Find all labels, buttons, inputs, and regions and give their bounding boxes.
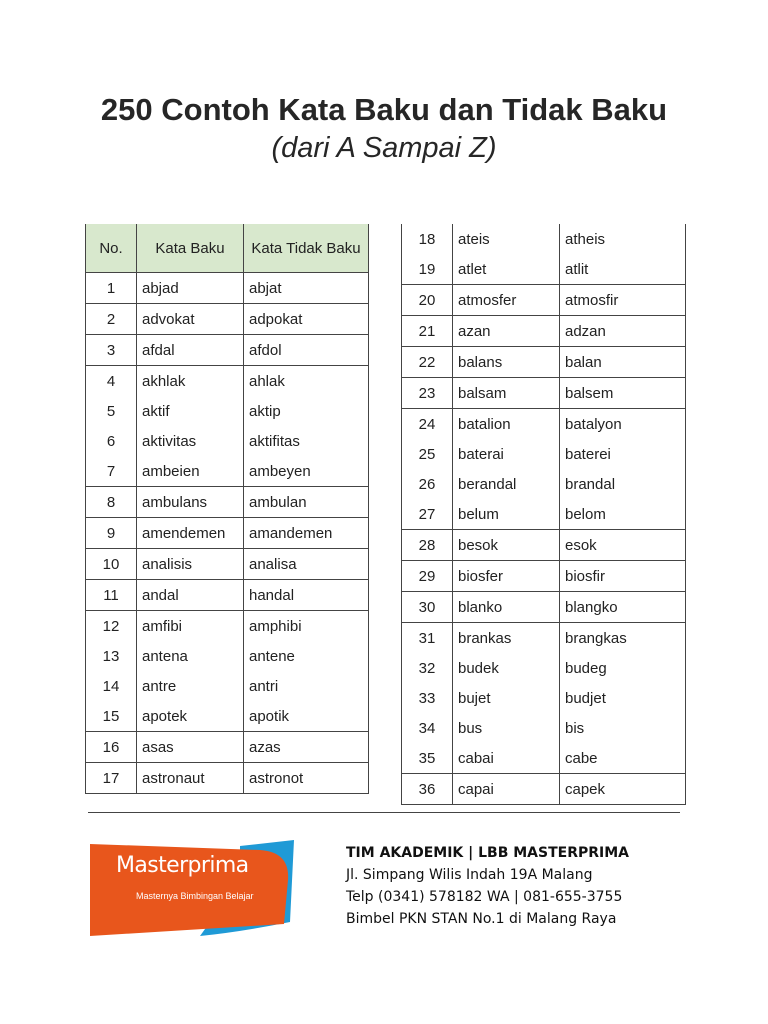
table-row bbox=[402, 409, 686, 440]
kata-tidak-baku-cell: adpokat bbox=[244, 304, 369, 335]
kata-baku-cell: azan bbox=[453, 316, 560, 347]
table-row bbox=[86, 366, 369, 397]
kata-baku-cell: baterai bbox=[453, 439, 560, 469]
kata-baku-cell: bus bbox=[453, 713, 560, 743]
kata-tidak-baku-cell: balan bbox=[560, 347, 686, 378]
kata-tidak-baku-cell: azas bbox=[244, 732, 369, 763]
row-number: 1 bbox=[86, 273, 137, 304]
row-number: 33 bbox=[418, 689, 436, 707]
page-title: 250 Contoh Kata Baku dan Tidak Baku bbox=[100, 92, 668, 127]
kata-baku-cell: balsam bbox=[453, 378, 560, 409]
table-row bbox=[86, 456, 369, 487]
table-row bbox=[86, 611, 369, 642]
kata-tidak-baku-cell: brandal bbox=[560, 469, 686, 499]
kata-baku-cell: ambulans bbox=[137, 487, 244, 518]
table-row bbox=[402, 561, 686, 592]
table-row bbox=[402, 316, 686, 347]
table-row bbox=[402, 378, 686, 409]
row-number: 10 bbox=[86, 549, 137, 580]
kata-tidak-baku-cell: ambulan bbox=[244, 487, 369, 518]
table-row bbox=[86, 732, 369, 763]
row-number: 15 bbox=[102, 707, 120, 725]
table-row bbox=[402, 743, 686, 774]
word-table-right bbox=[401, 224, 686, 805]
kata-baku-cell: atmosfer bbox=[453, 285, 560, 316]
kata-tidak-baku-cell: cabe bbox=[560, 743, 686, 774]
kata-baku-cell: cabai bbox=[453, 743, 560, 774]
kata-baku-cell: balans bbox=[453, 347, 560, 378]
kata-baku-cell: abjad bbox=[137, 273, 244, 304]
kata-baku-cell: ambeien bbox=[137, 456, 244, 487]
row-number: 7 bbox=[106, 462, 116, 480]
row-number: 16 bbox=[86, 732, 137, 763]
row-number: 13 bbox=[102, 647, 120, 665]
kata-baku-cell: apotek bbox=[137, 701, 244, 732]
kata-baku-cell: batalion bbox=[453, 409, 560, 440]
row-number: 6 bbox=[106, 432, 116, 450]
row-number: 26 bbox=[418, 475, 436, 493]
row-number: 5 bbox=[106, 402, 116, 420]
kata-tidak-baku-cell: belom bbox=[560, 499, 686, 530]
kata-baku-cell: aktivitas bbox=[137, 426, 244, 456]
kata-tidak-baku-cell: esok bbox=[560, 530, 686, 561]
kata-tidak-baku-cell: batalyon bbox=[560, 409, 686, 440]
kata-baku-cell: budek bbox=[453, 653, 560, 683]
table-row bbox=[402, 224, 686, 254]
kata-tidak-baku-cell: antene bbox=[244, 641, 369, 671]
row-number: 32 bbox=[418, 659, 436, 677]
row-number: 20 bbox=[402, 285, 453, 316]
kata-baku-cell: astronaut bbox=[137, 763, 244, 794]
row-number: 28 bbox=[402, 530, 453, 561]
kata-tidak-baku-cell: blangko bbox=[560, 592, 686, 623]
table-row bbox=[402, 469, 686, 499]
table-row bbox=[86, 580, 369, 611]
kata-tidak-baku-cell: bis bbox=[560, 713, 686, 743]
address-line: Jl. Simpang Wilis Indah 19A Malang bbox=[346, 867, 593, 883]
kata-tidak-baku-cell: abjat bbox=[244, 273, 369, 304]
kata-baku-cell: ateis bbox=[453, 224, 560, 254]
kata-tidak-baku-cell: amandemen bbox=[244, 518, 369, 549]
contact-block bbox=[346, 842, 746, 930]
row-number: 36 bbox=[402, 774, 453, 805]
row-number: 35 bbox=[418, 749, 436, 767]
kata-tidak-baku-cell: budeg bbox=[560, 653, 686, 683]
row-number: 8 bbox=[86, 487, 137, 518]
org-name: TIM AKADEMIK | LBB MASTERPRIMA bbox=[346, 845, 630, 861]
row-number: 24 bbox=[402, 409, 453, 440]
kata-tidak-baku-cell: astronot bbox=[244, 763, 369, 794]
kata-baku-cell: berandal bbox=[453, 469, 560, 499]
header-no: No. bbox=[86, 224, 137, 273]
kata-tidak-baku-cell: antri bbox=[244, 671, 369, 701]
table-row bbox=[402, 653, 686, 683]
kata-tidak-baku-cell: aktip bbox=[244, 396, 369, 426]
kata-tidak-baku-cell: ambeyen bbox=[244, 456, 369, 487]
table-row bbox=[402, 347, 686, 378]
table-row bbox=[86, 487, 369, 518]
table-row bbox=[402, 499, 686, 530]
table-row bbox=[402, 592, 686, 623]
table-row bbox=[86, 335, 369, 366]
kata-tidak-baku-cell: apotik bbox=[244, 701, 369, 732]
row-number: 14 bbox=[102, 677, 120, 695]
kata-tidak-baku-cell: afdol bbox=[244, 335, 369, 366]
table-row bbox=[86, 273, 369, 304]
row-number: 21 bbox=[402, 316, 453, 347]
table-row bbox=[402, 683, 686, 713]
row-number: 18 bbox=[418, 230, 436, 248]
table-row bbox=[402, 774, 686, 805]
table-row bbox=[86, 641, 369, 671]
row-number: 3 bbox=[86, 335, 137, 366]
kata-baku-cell: besok bbox=[453, 530, 560, 561]
kata-baku-cell: antena bbox=[137, 641, 244, 671]
word-table-left bbox=[85, 224, 369, 794]
table-row bbox=[86, 549, 369, 580]
kata-baku-cell: analisis bbox=[137, 549, 244, 580]
kata-baku-cell: advokat bbox=[137, 304, 244, 335]
table-row bbox=[402, 623, 686, 654]
table-row bbox=[86, 671, 369, 701]
header-kata-tidak-baku: Kata Tidak Baku bbox=[244, 224, 369, 273]
kata-baku-cell: akhlak bbox=[137, 366, 244, 397]
kata-tidak-baku-cell: atmosfir bbox=[560, 285, 686, 316]
footer-divider bbox=[88, 812, 680, 813]
table-row bbox=[86, 426, 369, 456]
kata-tidak-baku-cell: atheis bbox=[560, 224, 686, 254]
page-subtitle: (dari A Sampai Z) bbox=[271, 132, 497, 164]
kata-baku-cell: andal bbox=[137, 580, 244, 611]
kata-baku-cell: blanko bbox=[453, 592, 560, 623]
table-row bbox=[402, 713, 686, 743]
logo-wordmark: Masterprima bbox=[116, 853, 249, 878]
kata-baku-cell: brankas bbox=[453, 623, 560, 654]
kata-tidak-baku-cell: analisa bbox=[244, 549, 369, 580]
kata-baku-cell: biosfer bbox=[453, 561, 560, 592]
kata-tidak-baku-cell: handal bbox=[244, 580, 369, 611]
table-row bbox=[86, 396, 369, 426]
row-number: 29 bbox=[402, 561, 453, 592]
table-header-row bbox=[86, 224, 369, 273]
kata-tidak-baku-cell: amphibi bbox=[244, 611, 369, 642]
table-row bbox=[402, 285, 686, 316]
kata-baku-cell: belum bbox=[453, 499, 560, 530]
table-row bbox=[86, 518, 369, 549]
slogan-line: Bimbel PKN STAN No.1 di Malang Raya bbox=[346, 911, 617, 927]
kata-tidak-baku-cell: brangkas bbox=[560, 623, 686, 654]
kata-baku-cell: amendemen bbox=[137, 518, 244, 549]
kata-tidak-baku-cell: atlit bbox=[560, 254, 686, 285]
table-row bbox=[402, 530, 686, 561]
kata-tidak-baku-cell: aktifitas bbox=[244, 426, 369, 456]
row-number: 4 bbox=[86, 366, 137, 397]
kata-baku-cell: aktif bbox=[137, 396, 244, 426]
row-number: 25 bbox=[418, 445, 436, 463]
row-number: 12 bbox=[86, 611, 137, 642]
kata-baku-cell: amfibi bbox=[137, 611, 244, 642]
table-row bbox=[402, 439, 686, 469]
row-number: 22 bbox=[402, 347, 453, 378]
row-number: 34 bbox=[418, 719, 436, 737]
row-number: 2 bbox=[86, 304, 137, 335]
row-number: 17 bbox=[86, 763, 137, 794]
row-number: 9 bbox=[86, 518, 137, 549]
row-number: 31 bbox=[402, 623, 453, 654]
kata-baku-cell: bujet bbox=[453, 683, 560, 713]
kata-baku-cell: afdal bbox=[137, 335, 244, 366]
row-number: 11 bbox=[86, 580, 137, 611]
kata-baku-cell: capai bbox=[453, 774, 560, 805]
kata-tidak-baku-cell: ahlak bbox=[244, 366, 369, 397]
kata-baku-cell: antre bbox=[137, 671, 244, 701]
phone-line: Telp (0341) 578182 WA | 081-655-3755 bbox=[346, 889, 623, 905]
kata-tidak-baku-cell: adzan bbox=[560, 316, 686, 347]
kata-baku-cell: atlet bbox=[453, 254, 560, 285]
table-row bbox=[86, 763, 369, 794]
logo-tagline: Masternya Bimbingan Belajar bbox=[136, 891, 254, 901]
kata-tidak-baku-cell: capek bbox=[560, 774, 686, 805]
table-row bbox=[86, 701, 369, 732]
kata-tidak-baku-cell: biosfir bbox=[560, 561, 686, 592]
kata-tidak-baku-cell: budjet bbox=[560, 683, 686, 713]
row-number: 27 bbox=[418, 505, 436, 523]
row-number: 30 bbox=[402, 592, 453, 623]
kata-baku-cell: asas bbox=[137, 732, 244, 763]
row-number: 23 bbox=[402, 378, 453, 409]
kata-tidak-baku-cell: balsem bbox=[560, 378, 686, 409]
kata-tidak-baku-cell: baterei bbox=[560, 439, 686, 469]
table-row bbox=[86, 304, 369, 335]
row-number: 19 bbox=[418, 260, 436, 278]
table-row bbox=[402, 254, 686, 285]
header-kata-baku: Kata Baku bbox=[137, 224, 244, 273]
